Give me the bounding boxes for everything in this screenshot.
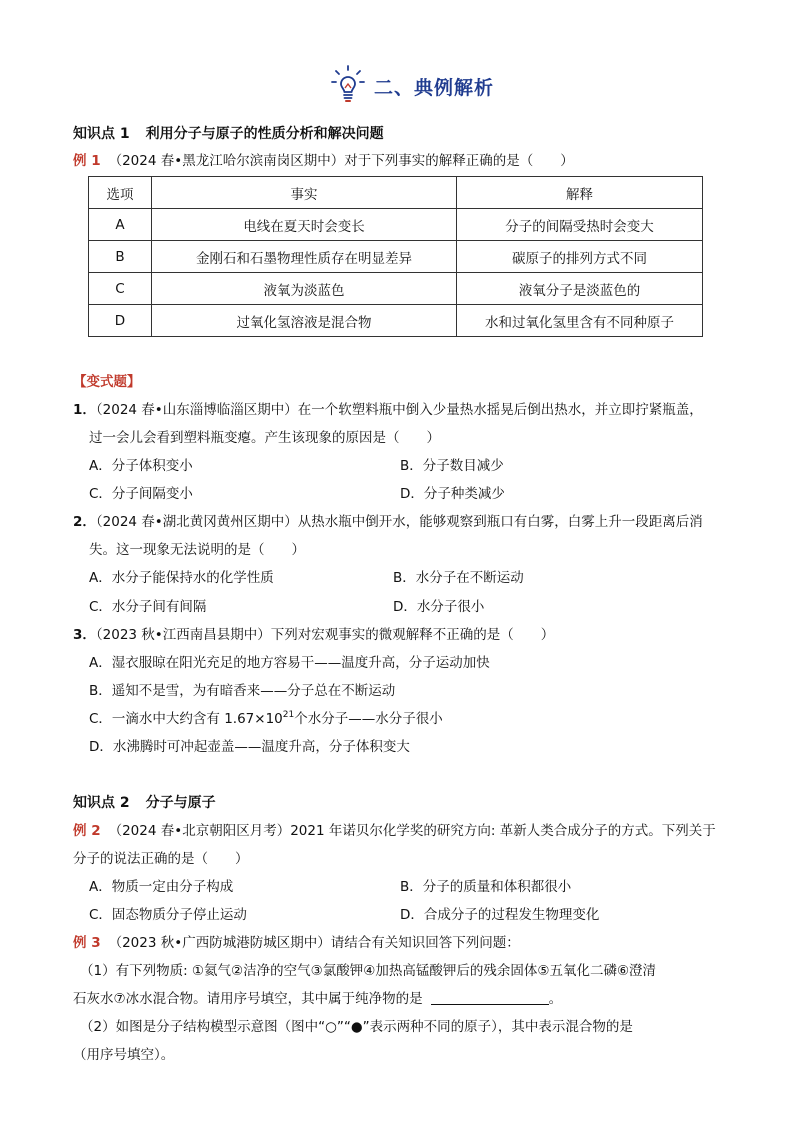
knowledge-point-1 (73, 124, 384, 144)
example-3-label: 例 3 (73, 935, 101, 951)
question-1-line2: 过一会儿会看到塑料瓶变瘪。产生该现象的原因是（ ） (89, 430, 440, 446)
table-cell: 过氧化氢溶液是混合物 (152, 305, 457, 337)
table-row (89, 209, 703, 241)
kp1-label: 知识点 1 (73, 126, 130, 142)
q2-option-c: C．水分子间有间隔 (89, 599, 207, 615)
ex2-option-d: D．合成分子的过程发生物理变化 (400, 907, 600, 923)
question-1-line1: （2024 春•山东淄博临淄区期中）在一个软塑料瓶中倒入少量热水摇晃后倒出热水，并立即拧紧瓶盖， (95, 402, 703, 418)
question-1 (73, 400, 703, 420)
table-cell: 金刚石和石墨物理性质存在明显差异 (152, 241, 457, 273)
variant-heading: 【变式题】 (73, 374, 141, 390)
table-cell: C (89, 273, 152, 305)
section-header (330, 66, 494, 106)
facts-table (88, 176, 703, 337)
header-fact: 事实 (152, 177, 457, 209)
q1-option-d: D．分子种类减少 (400, 486, 505, 502)
table-cell: B (89, 241, 152, 273)
table-cell: 电线在夏天时会变长 (152, 209, 457, 241)
question-2-number: 2． (73, 514, 96, 530)
knowledge-point-2 (73, 793, 216, 813)
q1-option-b: B．分子数目减少 (400, 458, 504, 474)
example-3-part2-line1: （2）如图是分子结构模型示意图（图中“○”“●”表示两种不同的原子），其中表示混合物的是 (80, 1019, 633, 1035)
table-cell: 液氧分子是淡蓝色的 (457, 273, 703, 305)
example-3-part2-line2: （用序号填空）。 (73, 1047, 175, 1063)
example-1-label: 例 1 (73, 153, 101, 169)
question-3-line1: （2023 秋•江西南昌县期中）下列对宏观事实的微观解释不正确的是（ ） (95, 627, 555, 643)
ex2-option-a: A．物质一定由分子构成 (89, 879, 234, 895)
example-3-part1-text: 石灰水⑦冰水混合物。请用序号填空，其中属于纯净物的是 (73, 991, 423, 1007)
table-cell: D (89, 305, 152, 337)
q2-option-d: D．水分子很小 (393, 599, 485, 615)
example-1 (73, 151, 574, 171)
table-cell: 碳原子的排列方式不同 (457, 241, 703, 273)
ex2-option-c: C．固态物质分子停止运动 (89, 907, 247, 923)
example-3-line1: （2023 秋•广西防城港防城区期中）请结合有关知识回答下列问题： (108, 935, 520, 951)
lightbulb-icon (330, 64, 366, 108)
question-1-number: 1． (73, 402, 96, 418)
example-2-line1: （2024 春•北京朝阳区月考）2021 年诺贝尔化学奖的研究方向: 革新人类合成分子的方式。下列关于 (108, 823, 716, 839)
question-3 (73, 625, 554, 645)
table-row (89, 241, 703, 273)
table-cell: 液氧为淡蓝色 (152, 273, 457, 305)
kp1-title: 利用分子与原子的性质分析和解决问题 (145, 126, 384, 142)
table-cell: 分子的间隔受热时会变大 (457, 209, 703, 241)
example-3 (73, 933, 520, 953)
table-cell: 水和过氧化氢里含有不同种原子 (457, 305, 703, 337)
q3-option-c-exponent: 21 (282, 710, 295, 720)
q1-option-a: A．分子体积变小 (89, 458, 193, 474)
answer-blank[interactable] (431, 990, 549, 1005)
example-3-part1-line2 (73, 989, 562, 1009)
kp2-label: 知识点 2 (73, 795, 130, 811)
question-2-line1: （2024 春•湖北黄冈黄州区期中）从热水瓶中倒开水，能够观察到瓶口有白雾，白雾上升一段距离后消 (95, 514, 703, 530)
q3-option-c-post: 个水分子——水分子很小 (294, 711, 443, 727)
q2-option-b: B．水分子在不断运动 (393, 570, 524, 586)
q1-option-c: C．分子间隔变小 (89, 486, 193, 502)
header-option: 选项 (89, 177, 152, 209)
q3-option-b: B．遥知不是雪，为有暗香来——分子总在不断运动 (89, 683, 396, 699)
example-1-text: （2024 春•黑龙江哈尔滨南岗区期中）对于下列事实的解释正确的是（ ） (108, 153, 574, 169)
example-2-line2: 分子的说法正确的是（ ） (73, 851, 249, 867)
q3-option-a: A．湿衣服晾在阳光充足的地方容易干——温度升高，分子运动加快 (89, 655, 490, 671)
kp2-title: 分子与原子 (145, 795, 216, 811)
header-explanation: 解释 (457, 177, 703, 209)
q3-option-c-pre: C．一滴水中大约含有 1.67×10 (89, 711, 283, 727)
question-2 (73, 512, 703, 532)
ex2-option-b: B．分子的质量和体积都很小 (400, 879, 572, 895)
question-3-number: 3． (73, 627, 96, 643)
q3-option-d: D．水沸腾时可冲起壶盖——温度升高，分子体积变大 (89, 739, 410, 755)
example-3-part1-line1: （1）有下列物质: ①氦气②洁净的空气③氯酸钾④加热高锰酸钾后的残余固体⑤五氧化二磷⑥澄清 (80, 963, 657, 979)
table-row (89, 273, 703, 305)
table-cell: A (89, 209, 152, 241)
section-title: 二、典例解析 (374, 76, 495, 99)
table-row (89, 305, 703, 337)
q2-option-a: A．水分子能保持水的化学性质 (89, 570, 274, 586)
table-header-row (89, 177, 703, 209)
example-2 (73, 821, 716, 841)
q3-option-c (89, 709, 443, 729)
example-2-label: 例 2 (73, 823, 101, 839)
question-2-line2: 失。这一现象无法说明的是（ ） (89, 542, 305, 558)
example-3-part1-end: 。 (548, 991, 563, 1007)
